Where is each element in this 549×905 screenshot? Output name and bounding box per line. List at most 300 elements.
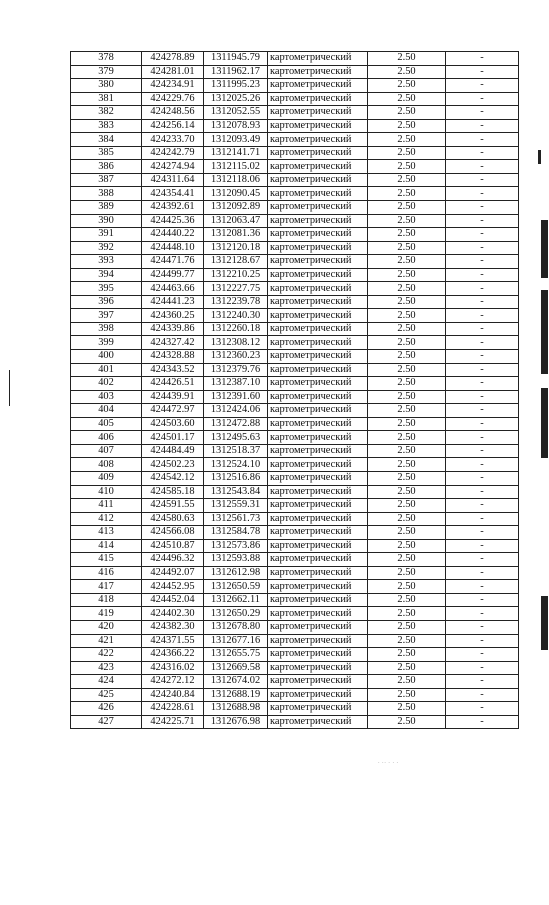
- dash-cell: -: [446, 65, 519, 79]
- coordinate-x: 424441.23: [142, 295, 204, 309]
- point-number: 397: [71, 309, 142, 323]
- method-cell: картометрический: [268, 417, 368, 431]
- dash-cell: -: [446, 566, 519, 580]
- accuracy-cell: 2.50: [368, 282, 446, 296]
- coordinate-x: 424585.18: [142, 485, 204, 499]
- table-row: [71, 79, 519, 93]
- coordinate-y: 1312688.19: [204, 688, 268, 702]
- dash-cell: -: [446, 309, 519, 323]
- method-cell: картометрический: [268, 146, 368, 160]
- table-row: [71, 133, 519, 147]
- dash-cell: -: [446, 485, 519, 499]
- point-number: 378: [71, 52, 142, 66]
- point-number: 421: [71, 634, 142, 648]
- coordinate-y: 1312676.98: [204, 715, 268, 729]
- scan-artifact: [541, 290, 548, 374]
- method-cell: картометрический: [268, 241, 368, 255]
- coordinate-x: 424439.91: [142, 390, 204, 404]
- table-row: [71, 431, 519, 445]
- point-number: 404: [71, 404, 142, 418]
- table-row: [71, 106, 519, 120]
- table-row: [71, 173, 519, 187]
- method-cell: картометрический: [268, 187, 368, 201]
- coordinate-y: 1312063.47: [204, 214, 268, 228]
- coordinate-y: 1312518.37: [204, 444, 268, 458]
- coordinate-x: 424566.08: [142, 526, 204, 540]
- coordinate-x: 424542.12: [142, 471, 204, 485]
- coordinate-y: 1312678.80: [204, 620, 268, 634]
- table-row: [71, 485, 519, 499]
- coordinate-x: 424242.79: [142, 146, 204, 160]
- point-number: 409: [71, 471, 142, 485]
- method-cell: картометрический: [268, 566, 368, 580]
- table-row: [71, 539, 519, 553]
- table-row: [71, 566, 519, 580]
- coordinate-x: 424343.52: [142, 363, 204, 377]
- dash-cell: -: [446, 322, 519, 336]
- point-number: 387: [71, 173, 142, 187]
- accuracy-cell: 2.50: [368, 106, 446, 120]
- dash-cell: -: [446, 336, 519, 350]
- table-row: [71, 526, 519, 540]
- method-cell: картометрический: [268, 295, 368, 309]
- coordinate-x: 424354.41: [142, 187, 204, 201]
- point-number: 403: [71, 390, 142, 404]
- point-number: 423: [71, 661, 142, 675]
- accuracy-cell: 2.50: [368, 485, 446, 499]
- point-number: 413: [71, 526, 142, 540]
- dash-cell: -: [446, 295, 519, 309]
- coordinate-x: 424580.63: [142, 512, 204, 526]
- table-row: [71, 675, 519, 689]
- accuracy-cell: 2.50: [368, 173, 446, 187]
- dash-cell: -: [446, 133, 519, 147]
- coordinate-x: 424274.94: [142, 160, 204, 174]
- dash-cell: -: [446, 201, 519, 215]
- coordinate-x: 424234.91: [142, 79, 204, 93]
- coordinate-y: 1312260.18: [204, 322, 268, 336]
- coordinate-x: 424256.14: [142, 119, 204, 133]
- accuracy-cell: 2.50: [368, 350, 446, 364]
- coordinate-y: 1312025.26: [204, 92, 268, 106]
- table-row: [71, 593, 519, 607]
- method-cell: картометрический: [268, 363, 368, 377]
- dash-cell: -: [446, 187, 519, 201]
- coordinate-y: 1312128.67: [204, 255, 268, 269]
- method-cell: картометрический: [268, 377, 368, 391]
- point-number: 401: [71, 363, 142, 377]
- coordinate-x: 424311.64: [142, 173, 204, 187]
- table-row: [71, 241, 519, 255]
- accuracy-cell: 2.50: [368, 499, 446, 513]
- point-number: 408: [71, 458, 142, 472]
- point-number: 380: [71, 79, 142, 93]
- point-number: 385: [71, 146, 142, 160]
- point-number: 394: [71, 268, 142, 282]
- method-cell: картометрический: [268, 160, 368, 174]
- method-cell: картометрический: [268, 485, 368, 499]
- method-cell: картометрический: [268, 539, 368, 553]
- point-number: 426: [71, 702, 142, 716]
- table-row: [71, 553, 519, 567]
- scan-artifact: [541, 596, 548, 650]
- table-row: [71, 322, 519, 336]
- point-number: 415: [71, 553, 142, 567]
- point-number: 383: [71, 119, 142, 133]
- coordinate-y: 1312090.45: [204, 187, 268, 201]
- method-cell: картометрический: [268, 607, 368, 621]
- coordinate-y: 1312516.86: [204, 471, 268, 485]
- method-cell: картометрический: [268, 444, 368, 458]
- method-cell: картометрический: [268, 119, 368, 133]
- point-number: 388: [71, 187, 142, 201]
- table-row: [71, 715, 519, 729]
- dash-cell: -: [446, 390, 519, 404]
- method-cell: картометрический: [268, 79, 368, 93]
- dash-cell: -: [446, 377, 519, 391]
- method-cell: картометрический: [268, 201, 368, 215]
- accuracy-cell: 2.50: [368, 675, 446, 689]
- coordinate-x: 424501.17: [142, 431, 204, 445]
- table-row: [71, 702, 519, 716]
- point-number: 416: [71, 566, 142, 580]
- point-number: 379: [71, 65, 142, 79]
- scan-artifact: [541, 388, 548, 458]
- table-row: [71, 688, 519, 702]
- coordinate-y: 1312669.58: [204, 661, 268, 675]
- accuracy-cell: 2.50: [368, 52, 446, 66]
- dash-cell: -: [446, 268, 519, 282]
- coordinate-x: 424426.51: [142, 377, 204, 391]
- coordinate-x: 424440.22: [142, 228, 204, 242]
- method-cell: картометрический: [268, 471, 368, 485]
- dash-cell: -: [446, 228, 519, 242]
- table-row: [71, 65, 519, 79]
- point-number: 422: [71, 648, 142, 662]
- table-row: [71, 187, 519, 201]
- coordinate-y: 1312495.63: [204, 431, 268, 445]
- point-number: 405: [71, 417, 142, 431]
- accuracy-cell: 2.50: [368, 404, 446, 418]
- coordinate-y: 1312559.31: [204, 499, 268, 513]
- coordinate-y: 1312655.75: [204, 648, 268, 662]
- table-row: [71, 634, 519, 648]
- accuracy-cell: 2.50: [368, 620, 446, 634]
- coordinate-x: 424452.04: [142, 593, 204, 607]
- point-number: 399: [71, 336, 142, 350]
- coordinate-x: 424402.30: [142, 607, 204, 621]
- table-row: [71, 607, 519, 621]
- coordinate-x: 424392.61: [142, 201, 204, 215]
- method-cell: картометрический: [268, 350, 368, 364]
- dash-cell: -: [446, 52, 519, 66]
- coordinate-x: 424327.42: [142, 336, 204, 350]
- accuracy-cell: 2.50: [368, 607, 446, 621]
- accuracy-cell: 2.50: [368, 322, 446, 336]
- point-number: 393: [71, 255, 142, 269]
- table-row: [71, 390, 519, 404]
- coordinate-y: 1312424.06: [204, 404, 268, 418]
- accuracy-cell: 2.50: [368, 268, 446, 282]
- coordinate-x: 424492.07: [142, 566, 204, 580]
- coordinate-y: 1312360.23: [204, 350, 268, 364]
- accuracy-cell: 2.50: [368, 444, 446, 458]
- coordinate-y: 1312662.11: [204, 593, 268, 607]
- method-cell: картометрический: [268, 214, 368, 228]
- scan-artifact: [538, 150, 541, 164]
- accuracy-cell: 2.50: [368, 648, 446, 662]
- accuracy-cell: 2.50: [368, 201, 446, 215]
- accuracy-cell: 2.50: [368, 688, 446, 702]
- coordinate-y: 1312308.12: [204, 336, 268, 350]
- point-number: 410: [71, 485, 142, 499]
- method-cell: картометрический: [268, 458, 368, 472]
- coordinate-x: 424248.56: [142, 106, 204, 120]
- coordinate-y: 1311945.79: [204, 52, 268, 66]
- table-row: [71, 458, 519, 472]
- table-row: [71, 512, 519, 526]
- method-cell: картометрический: [268, 52, 368, 66]
- accuracy-cell: 2.50: [368, 539, 446, 553]
- point-number: 396: [71, 295, 142, 309]
- method-cell: картометрический: [268, 580, 368, 594]
- coordinate-x: 424503.60: [142, 417, 204, 431]
- coordinate-x: 424366.22: [142, 648, 204, 662]
- accuracy-cell: 2.50: [368, 634, 446, 648]
- coordinate-x: 424360.25: [142, 309, 204, 323]
- table-row: [71, 146, 519, 160]
- accuracy-cell: 2.50: [368, 187, 446, 201]
- table-row: [71, 119, 519, 133]
- coordinate-x: 424510.87: [142, 539, 204, 553]
- coordinate-y: 1312387.10: [204, 377, 268, 391]
- method-cell: картометрический: [268, 512, 368, 526]
- accuracy-cell: 2.50: [368, 661, 446, 675]
- dash-cell: -: [446, 146, 519, 160]
- dash-cell: -: [446, 715, 519, 729]
- dash-cell: -: [446, 160, 519, 174]
- accuracy-cell: 2.50: [368, 160, 446, 174]
- accuracy-cell: 2.50: [368, 526, 446, 540]
- method-cell: картометрический: [268, 309, 368, 323]
- table-row: [71, 282, 519, 296]
- table-row: [71, 336, 519, 350]
- dash-cell: -: [446, 255, 519, 269]
- accuracy-cell: 2.50: [368, 255, 446, 269]
- table-row: [71, 363, 519, 377]
- table-row: [71, 350, 519, 364]
- dash-cell: -: [446, 702, 519, 716]
- coordinate-x: 424328.88: [142, 350, 204, 364]
- accuracy-cell: 2.50: [368, 214, 446, 228]
- point-number: 427: [71, 715, 142, 729]
- table-row: [71, 499, 519, 513]
- method-cell: картометрический: [268, 65, 368, 79]
- dash-cell: -: [446, 241, 519, 255]
- point-number: 389: [71, 201, 142, 215]
- table-row: [71, 255, 519, 269]
- dash-cell: -: [446, 675, 519, 689]
- point-number: 398: [71, 322, 142, 336]
- dash-cell: -: [446, 363, 519, 377]
- dash-cell: -: [446, 79, 519, 93]
- coordinates-table: [70, 51, 519, 729]
- dash-cell: -: [446, 648, 519, 662]
- point-number: 418: [71, 593, 142, 607]
- dash-cell: -: [446, 173, 519, 187]
- method-cell: картометрический: [268, 688, 368, 702]
- point-number: 412: [71, 512, 142, 526]
- method-cell: картометрический: [268, 133, 368, 147]
- coordinate-y: 1312227.75: [204, 282, 268, 296]
- coordinate-x: 424502.23: [142, 458, 204, 472]
- accuracy-cell: 2.50: [368, 431, 446, 445]
- dash-cell: -: [446, 634, 519, 648]
- coordinate-x: 424382.30: [142, 620, 204, 634]
- coordinate-y: 1312561.73: [204, 512, 268, 526]
- method-cell: картометрический: [268, 634, 368, 648]
- dash-cell: -: [446, 661, 519, 675]
- method-cell: картометрический: [268, 228, 368, 242]
- dash-cell: -: [446, 539, 519, 553]
- accuracy-cell: 2.50: [368, 715, 446, 729]
- point-number: 402: [71, 377, 142, 391]
- coordinate-y: 1312612.98: [204, 566, 268, 580]
- scan-artifact: [541, 220, 548, 278]
- table-row: [71, 92, 519, 106]
- accuracy-cell: 2.50: [368, 79, 446, 93]
- dash-cell: -: [446, 593, 519, 607]
- accuracy-cell: 2.50: [368, 512, 446, 526]
- dash-cell: -: [446, 553, 519, 567]
- accuracy-cell: 2.50: [368, 241, 446, 255]
- accuracy-cell: 2.50: [368, 119, 446, 133]
- coordinate-y: 1312650.29: [204, 607, 268, 621]
- accuracy-cell: 2.50: [368, 133, 446, 147]
- coordinate-x: 424225.71: [142, 715, 204, 729]
- coordinate-x: 424278.89: [142, 52, 204, 66]
- method-cell: картометрический: [268, 526, 368, 540]
- table-row: [71, 214, 519, 228]
- scan-artifact: [9, 370, 10, 406]
- table-row: [71, 444, 519, 458]
- table-row: [71, 295, 519, 309]
- accuracy-cell: 2.50: [368, 363, 446, 377]
- method-cell: картометрический: [268, 620, 368, 634]
- dash-cell: -: [446, 458, 519, 472]
- coordinate-x: 424591.55: [142, 499, 204, 513]
- table-row: [71, 648, 519, 662]
- accuracy-cell: 2.50: [368, 228, 446, 242]
- coordinate-y: 1312379.76: [204, 363, 268, 377]
- point-number: 392: [71, 241, 142, 255]
- dash-cell: -: [446, 471, 519, 485]
- point-number: 414: [71, 539, 142, 553]
- method-cell: картометрический: [268, 675, 368, 689]
- method-cell: картометрический: [268, 702, 368, 716]
- coordinate-y: 1312239.78: [204, 295, 268, 309]
- method-cell: картометрический: [268, 106, 368, 120]
- dash-cell: -: [446, 350, 519, 364]
- dash-cell: -: [446, 620, 519, 634]
- dash-cell: -: [446, 512, 519, 526]
- dash-cell: -: [446, 607, 519, 621]
- accuracy-cell: 2.50: [368, 65, 446, 79]
- method-cell: картометрический: [268, 553, 368, 567]
- table-row: [71, 377, 519, 391]
- coordinate-y: 1312120.18: [204, 241, 268, 255]
- method-cell: картометрический: [268, 390, 368, 404]
- point-number: 400: [71, 350, 142, 364]
- coordinate-x: 424316.02: [142, 661, 204, 675]
- coordinate-y: 1311995.23: [204, 79, 268, 93]
- point-number: 390: [71, 214, 142, 228]
- point-number: 395: [71, 282, 142, 296]
- method-cell: картометрический: [268, 336, 368, 350]
- coordinate-y: 1312115.02: [204, 160, 268, 174]
- coordinate-x: 424463.66: [142, 282, 204, 296]
- coordinate-y: 1312584.78: [204, 526, 268, 540]
- accuracy-cell: 2.50: [368, 471, 446, 485]
- coordinate-x: 424452.95: [142, 580, 204, 594]
- dash-cell: -: [446, 431, 519, 445]
- table-row: [71, 160, 519, 174]
- coordinate-y: 1312210.25: [204, 268, 268, 282]
- dash-cell: -: [446, 404, 519, 418]
- accuracy-cell: 2.50: [368, 566, 446, 580]
- coordinate-y: 1312677.16: [204, 634, 268, 648]
- point-number: 411: [71, 499, 142, 513]
- dash-cell: -: [446, 499, 519, 513]
- coordinate-x: 424448.10: [142, 241, 204, 255]
- coordinate-x: 424240.84: [142, 688, 204, 702]
- dash-cell: -: [446, 580, 519, 594]
- coordinate-y: 1312573.86: [204, 539, 268, 553]
- coordinate-x: 424496.32: [142, 553, 204, 567]
- accuracy-cell: 2.50: [368, 336, 446, 350]
- table-row: [71, 471, 519, 485]
- table-row: [71, 580, 519, 594]
- method-cell: картометрический: [268, 499, 368, 513]
- dash-cell: -: [446, 214, 519, 228]
- accuracy-cell: 2.50: [368, 593, 446, 607]
- coordinate-x: 424371.55: [142, 634, 204, 648]
- dash-cell: -: [446, 106, 519, 120]
- table-row: [71, 404, 519, 418]
- coordinate-y: 1312391.60: [204, 390, 268, 404]
- coordinate-y: 1312650.59: [204, 580, 268, 594]
- coordinate-x: 424339.86: [142, 322, 204, 336]
- method-cell: картометрический: [268, 282, 368, 296]
- accuracy-cell: 2.50: [368, 553, 446, 567]
- method-cell: картометрический: [268, 431, 368, 445]
- method-cell: картометрический: [268, 255, 368, 269]
- point-number: 381: [71, 92, 142, 106]
- coordinate-y: 1312543.84: [204, 485, 268, 499]
- point-number: 407: [71, 444, 142, 458]
- point-number: 386: [71, 160, 142, 174]
- dash-cell: -: [446, 92, 519, 106]
- method-cell: картометрический: [268, 715, 368, 729]
- point-number: 419: [71, 607, 142, 621]
- coordinate-y: 1312674.02: [204, 675, 268, 689]
- method-cell: картометрический: [268, 661, 368, 675]
- dash-cell: -: [446, 526, 519, 540]
- table-row: [71, 268, 519, 282]
- point-number: 406: [71, 431, 142, 445]
- table-row: [71, 620, 519, 634]
- point-number: 420: [71, 620, 142, 634]
